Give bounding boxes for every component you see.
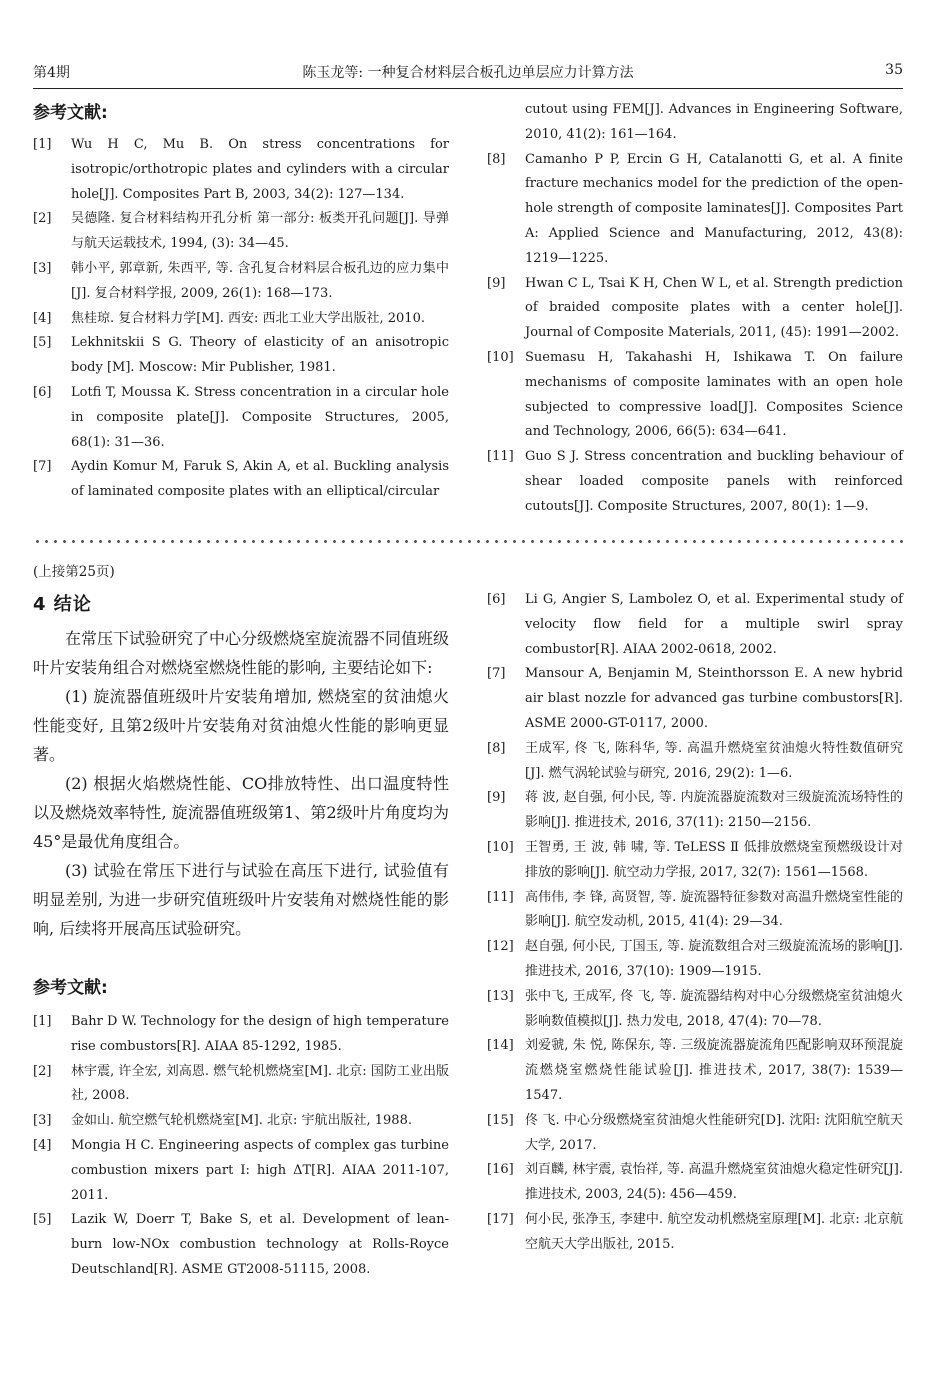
reference-text: Wu H C, Mu B. On stress concentrations for isotropic/orthotropic plates and cylinders with a circular hole[J]. Composites Part B, 2003, 34(2): 127—134. [71,137,449,202]
reference-continuation: cutout using FEM[J]. Advances in Engineering Software, 2010, 41(2): 161—164. [525,102,903,142]
reference-number: [9] [487,275,506,291]
reference-number: [1] [33,1014,52,1029]
reference-number: [9] [487,790,506,806]
reference-number: [4] [33,1137,52,1153]
bottom-references-list-left [33,1010,449,1283]
section-divider [33,537,903,546]
running-header-title: 陈玉龙等: 一种复合材料层合板孔边单层应力计算方法 [302,65,634,81]
reference-text: 刘百麟, 林宇震, 袁怡祥, 等. 高温升燃烧室贫油熄火稳定性研究[J]. 推进技术, 2003, 24(5): 456—459. [525,1162,903,1203]
top-references-list-right [487,148,903,520]
reference-number: [1] [33,137,52,152]
reference-number: [7] [33,459,52,475]
reference-number: [13] [487,988,514,1004]
reference-text: Aydin Komur M, Faruk S, Akin A, et al. Buckling analysis of laminated composite plates with an elliptical/circular [71,459,449,500]
reference-item [487,148,903,272]
top-references-heading: 参考文献: [33,103,108,123]
reference-text: 赵自强, 何小民, 丁国玉, 等. 旋流数组合对三级旋流流场的影响[J]. 推进技术, 2016, 37(10): 1909—1915. [525,939,903,979]
reference-number: [11] [487,449,514,465]
bottom-references-heading: 参考文献: [33,978,108,998]
reference-text: Lazik W, Doerr T, Bake S, et al. Development of lean-burn low-NOx combustion technology at Rolls-Royce Deutschland[R]. ASME GT2008-51115, 2008. [71,1212,449,1277]
running-header [33,62,903,86]
reference-text: 韩小平, 郭章新, 朱西平, 等. 含孔复合材料层合板孔边的应力集中[J]. 复合材料学报, 2009, 26(1): 168—173. [71,260,449,301]
header-rule [33,88,903,89]
conclusion-paragraph: (1) 旋流器值班级叶片安装角增加, 燃烧室的贫油熄火性能变好, 且第2级叶片安装角对贫油熄火性能的影响更显著。 [33,687,449,764]
top-references-right [487,98,903,520]
reference-number: [11] [487,889,514,905]
conclusion-paragraph: (3) 试验在常压下进行与试验在高压下进行, 试验值有明显差别, 为进一步研究值班级叶片安装角对燃烧性能的影响, 后续将开展高压试验研究。 [33,861,449,938]
reference-number: [6] [33,384,52,400]
reference-item [487,1158,903,1208]
reference-text: 焦桂琼. 复合材料力学[M]. 西安: 西北工业大学出版社, 2010. [71,310,425,326]
reference-text: Mansour A, Benjamin M, Steinthorsson E. A new hybrid air blast nozzle for advanced gas turbine combustors[R]. ASME 2000-GT-0117, 2000. [525,666,903,731]
reference-text: 王成军, 佟 飞, 陈科华, 等. 高温升燃烧室贫油熄火特性数值研究[J]. 燃气涡轮试验与研究, 2016, 29(2): 1—6. [525,740,903,781]
top-references-left [33,98,449,505]
reference-number: [2] [33,1063,52,1079]
conclusion-title: 4 结论 [33,594,92,615]
reference-number: [14] [487,1038,514,1054]
reference-number: [5] [33,335,52,351]
reference-item [33,331,449,381]
reference-item [33,381,449,455]
bottom-references-list-right [487,588,903,1258]
reference-item [487,272,903,346]
reference-item [487,445,903,519]
reference-item [487,985,903,1035]
reference-item [487,935,903,985]
reference-item [33,1060,449,1110]
conclusion-paragraph: 在常压下试验研究了中心分级燃烧室旋流器不同值班级叶片安装角组合对燃烧室燃烧性能的影响, 主要结论如下: [33,629,450,677]
reference-item [487,737,903,787]
reference-item [487,346,903,445]
reference-text: 王智勇, 王 波, 韩 啸, 等. TeLESS Ⅱ 低排放燃烧室预燃级设计对排放的影响[J]. 航空动力学报, 2017, 32(7): 1561—1568. [525,839,903,880]
reference-number: [16] [487,1162,514,1178]
reference-number: [12] [487,939,514,955]
reference-item [33,133,449,207]
reference-item [33,257,449,307]
reference-text: Li G, Angier S, Lambolez O, et al. Experimental study of velocity flow field for a multiple swirl spray combustor[R]. AIAA 2002-0618, 2002. [525,592,903,657]
reference-item [487,1109,903,1159]
top-references-list-left [33,133,449,505]
conclusion-body [33,624,449,943]
reference-item [487,588,903,662]
reference-text: Lotfi T, Moussa K. Stress concentration in a circular hole in composite plate[J]. Composite Structures, 2005, 68(1): 31—36. [71,384,449,450]
reference-number: [17] [487,1211,514,1227]
reference-text: 刘爱虢, 朱 悦, 陈保东, 等. 三级旋流器旋流角匹配影响双环预混旋流燃烧室燃烧性能试验[J]. 推进技术, 2017, 38(7): 1539—1547. [525,1038,903,1103]
reference-number: [6] [487,592,506,607]
reference-text: 金如山. 航空燃气轮机燃烧室[M]. 北京: 宇航出版社, 1988. [71,1113,412,1129]
reference-number: [8] [487,151,506,167]
page-number: 35 [885,62,903,78]
reference-item [487,786,903,836]
reference-item [487,1208,903,1258]
reference-text: Suemasu H, Takahashi H, Ishikawa T. On failure mechanisms of composite laminates with an open hole subjected to compressive load[J]. Composites Science and Technology, 2006, 66(5): 634—641. [525,349,903,440]
reference-text: Hwan C L, Tsai K H, Chen W L, et al. Strength prediction of braided composite plates with a center hole[J]. Journal of Composite Materials, 2011, (45): 1991—2002. [525,275,903,341]
reference-number: [10] [487,839,514,855]
reference-item [487,836,903,886]
reference-number: [2] [33,211,52,227]
reference-item [33,1010,449,1060]
reference-text: 何小民, 张净玉, 李建中. 航空发动机燃烧室原理[M]. 北京: 北京航空航天大学出版社, 2015. [525,1211,903,1252]
reference-text: Lekhnitskii S G. Theory of elasticity of an anisotropic body [M]. Moscow: Mir Publisher, 1981. [71,335,449,376]
reference-text: 蒋 波, 赵自强, 何小民, 等. 内旋流器旋流数对三级旋流流场特性的影响[J]. 推进技术, 2016, 37(11): 2150—2156. [525,790,903,831]
reference-item [487,662,903,736]
reference-text: Bahr D W. Technology for the design of high temperature rise combustors[R]. AIAA 85-1292, 1985. [71,1014,449,1054]
reference-text: 吴德隆. 复合材料结构开孔分析 第一部分: 板类开孔问题[J]. 导弹与航天运载技术, 1994, (3): 34—45. [71,211,449,252]
reference-number: [8] [487,740,506,756]
conclusion-column [33,590,449,1283]
reference-text: 林宇震, 许全宏, 刘高恩. 燃气轮机燃烧室[M]. 北京: 国防工业出版社, 2008. [71,1063,449,1104]
reference-text: Mongia H C. Engineering aspects of complex gas turbine combustion mixers part I: high ΔT[R]. AIAA 2011-107, 2011. [71,1137,449,1203]
reference-item [487,886,903,936]
reference-text: 张中飞, 王成军, 佟 飞, 等. 旋流器结构对中心分级燃烧室贫油熄火影响数值模拟[J]. 热力发电, 2018, 47(4): 70—78. [525,988,903,1029]
reference-item [33,1109,449,1134]
reference-number: [3] [33,260,52,276]
reference-item [33,207,449,257]
reference-number: [15] [487,1112,514,1128]
reference-item [33,1134,449,1208]
reference-number: [3] [33,1113,52,1129]
reference-number: [10] [487,349,514,365]
continued-note: (上接第25页) [33,564,115,580]
reference-text: Camanho P P, Ercin G H, Catalanotti G, et al. A finite fracture mechanics model for the prediction of the open-hole strength of composite laminates[J]. Composites Part A: Applied Science and Manufacturing, 2012, 43(8): 1219—1225. [525,151,903,266]
reference-number: [5] [33,1212,52,1228]
reference-number: [4] [33,310,52,326]
issue-number: 第4期 [33,65,70,81]
reference-item [487,1034,903,1108]
reference-item [33,1208,449,1282]
reference-item [33,307,449,332]
reference-text: Guo S J. Stress concentration and buckling behaviour of shear loaded composite panels with reinforced cutouts[J]. Composite Structures, 2007, 80(1): 1—9. [525,449,903,514]
reference-item [33,455,449,505]
bottom-references-right [487,588,903,1258]
reference-text: 佟 飞. 中心分级燃烧室贫油熄火性能研究[D]. 沈阳: 沈阳航空航天大学, 2017. [525,1112,903,1153]
reference-number: [7] [487,666,506,682]
conclusion-paragraph: (2) 根据火焰燃烧性能、CO排放特性、出口温度特性以及燃烧效率特性, 旋流器值班级第1、第2级叶片角度均为45°是最优角度组合。 [33,774,449,851]
reference-text: 高伟伟, 李 锋, 高贤智, 等. 旋流器特征参数对高温升燃烧室性能的影响[J]. 航空发动机, 2015, 41(4): 29—34. [525,889,903,930]
